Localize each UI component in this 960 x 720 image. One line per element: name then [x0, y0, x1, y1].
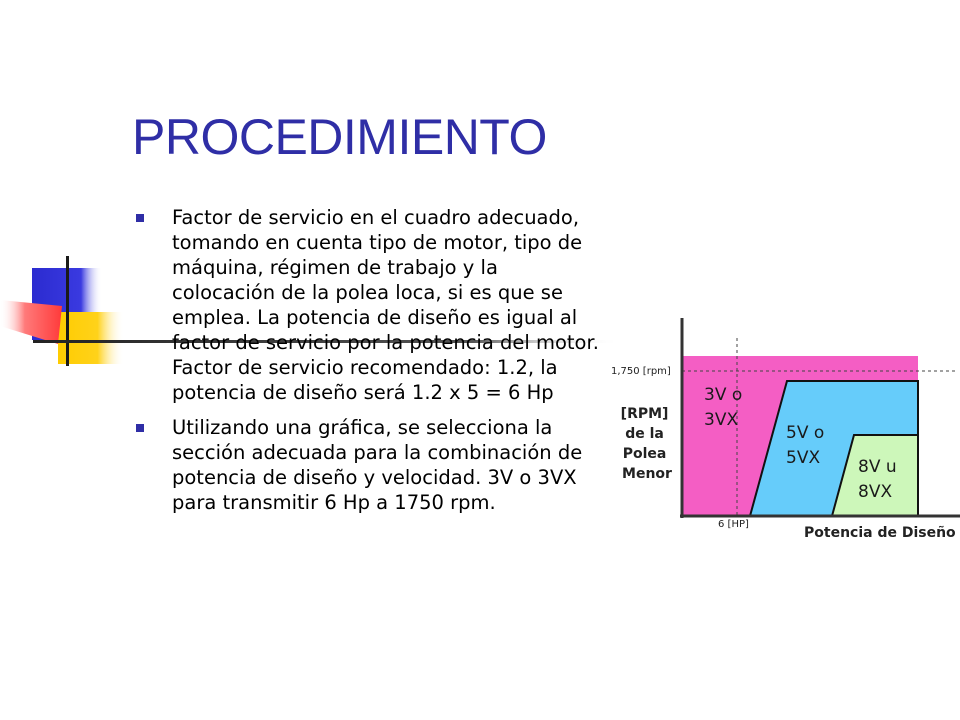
bullet-item-service-factor — [133, 205, 603, 405]
bullet-text: Factor de servicio en el cuadro adecuado, tomando en cuenta tipo de motor, tipo de máquina, régimen de trabajo y la colocación de la polea loca, si es que se emplea. La potencia de diseño es igual al factor de servicio por la potencia del motor. Factor de servicio recomendado: 1.2, la potencia de diseño será 1.2 x 5 = 6 Hp — [172, 206, 599, 404]
belt-selection-diagram — [604, 312, 960, 552]
page-title: PROCEDIMIENTO — [132, 109, 547, 165]
region-8v-label: 8V u 8VX — [858, 457, 897, 502]
hp-marker-label: 6 [HP] — [718, 519, 749, 530]
rpm-marker-label: 1,750 [rpm] — [611, 366, 671, 377]
y-axis-label: [RPM] de la Polea Menor — [620, 406, 672, 482]
bullet-item-graph-selection — [133, 415, 603, 515]
deco-red-shape — [0, 300, 62, 344]
region-5v-label: 5V o 5VX — [786, 423, 825, 468]
bullet-text: Utilizando una gráfica, se selecciona la sección adecuada para la combinación de potencia de diseño y velocidad. 3V o 3VX para transmitir 6 Hp a 1750 rpm. — [172, 416, 583, 514]
bullet-list — [133, 205, 603, 525]
region-3v-label: 3V o 3VX — [704, 385, 743, 430]
bullet-square-icon — [136, 214, 144, 222]
bullet-square-icon — [136, 424, 144, 432]
x-axis-label: Potencia de Diseño — [804, 525, 956, 541]
deco-vertical-line — [66, 256, 69, 366]
